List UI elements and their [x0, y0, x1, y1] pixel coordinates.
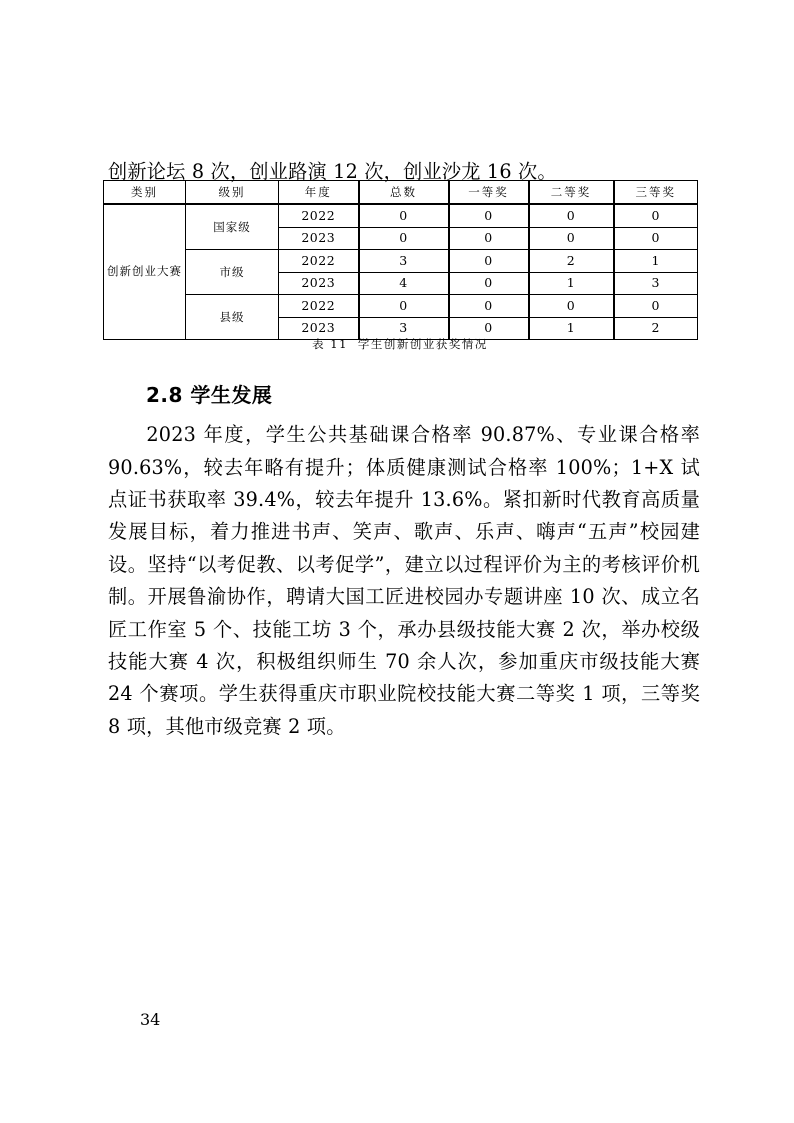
cell-level-county: 县级 — [186, 295, 279, 340]
column-header-total: 总数 — [359, 181, 449, 205]
cell-first-prize: 0 — [449, 204, 529, 227]
table-caption — [103, 336, 697, 352]
cell-total: 3 — [359, 250, 449, 273]
column-header-second-prize: 二等奖 — [529, 181, 614, 205]
cell-level-municipal: 市级 — [186, 250, 279, 295]
cell-second-prize: 0 — [529, 227, 614, 250]
cell-third-prize: 1 — [614, 250, 698, 273]
column-header-category: 类别 — [104, 181, 186, 205]
paragraph-student-development: 2023 年度，学生公共基础课合格率 90.87%、专业课合格率 90.63%，较去年略有提升；体质健康测试合格率 100%；1+X 试点证书获取率 39.4%，较去年提升 13.6%。紧扣新时代教育高质量发展目标，着力推进书声、笑声、歌声、乐声、嗨声“五声”校园建设。坚持“以考促教、以考促学”，建立以过程评价为主的考核评价机制。开展鲁渝协作，聘请大国工匠进校园办专题讲座 10 次、成立名匠工作室 5 个、技能工坊 3 个，承办县级技能大赛 2 次，举办校级技能大赛 4 次，积极组织师生 70 余人次，参加重庆市级技能大赛 24 个赛项。学生获得重庆市职业院校技能大赛二等奖 1 项，三等奖 8 项，其他市级竞赛 2 项。 — [108, 423, 700, 738]
column-header-level: 级别 — [186, 181, 279, 205]
cell-year: 2022 — [279, 295, 359, 318]
cell-third-prize: 0 — [614, 295, 698, 318]
cell-second-prize: 0 — [529, 295, 614, 318]
cell-total: 0 — [359, 204, 449, 227]
cell-third-prize: 0 — [614, 227, 698, 250]
cell-third-prize: 2 — [614, 317, 698, 340]
column-header-third-prize: 三等奖 — [614, 181, 698, 205]
cell-second-prize: 2 — [529, 250, 614, 273]
table-row — [104, 295, 698, 318]
column-header-year: 年度 — [279, 181, 359, 205]
cell-second-prize: 0 — [529, 204, 614, 227]
award-table-container — [103, 180, 697, 340]
cell-third-prize: 3 — [614, 272, 698, 295]
cell-first-prize: 0 — [449, 250, 529, 273]
table-header-row — [104, 181, 698, 205]
cell-total: 4 — [359, 272, 449, 295]
cell-level-national: 国家级 — [186, 204, 279, 250]
cell-total: 3 — [359, 317, 449, 340]
cell-first-prize: 0 — [449, 227, 529, 250]
cell-first-prize: 0 — [449, 272, 529, 295]
paragraph-continuation: 创新论坛 8 次，创业路演 12 次，创业沙龙 16 次。 — [108, 160, 557, 184]
cell-third-prize: 0 — [614, 204, 698, 227]
cell-category: 创新创业大赛 — [104, 204, 186, 340]
table-caption-text: 学生创新创业获奖情况 — [357, 337, 488, 351]
column-header-first-prize: 一等奖 — [449, 181, 529, 205]
cell-total: 0 — [359, 227, 449, 250]
page-number: 34 — [140, 1010, 161, 1029]
cell-total: 0 — [359, 295, 449, 318]
cell-year: 2023 — [279, 227, 359, 250]
table-caption-number: 表 11 — [312, 337, 348, 351]
table-row — [104, 204, 698, 227]
cell-year: 2022 — [279, 250, 359, 273]
table-row — [104, 250, 698, 273]
cell-year: 2023 — [279, 272, 359, 295]
cell-second-prize: 1 — [529, 317, 614, 340]
cell-year: 2022 — [279, 204, 359, 227]
student-innovation-award-table — [103, 180, 698, 340]
section-heading: 2.8 学生发展 — [146, 382, 273, 407]
cell-first-prize: 0 — [449, 295, 529, 318]
cell-year: 2023 — [279, 317, 359, 340]
cell-second-prize: 1 — [529, 272, 614, 295]
cell-first-prize: 0 — [449, 317, 529, 340]
